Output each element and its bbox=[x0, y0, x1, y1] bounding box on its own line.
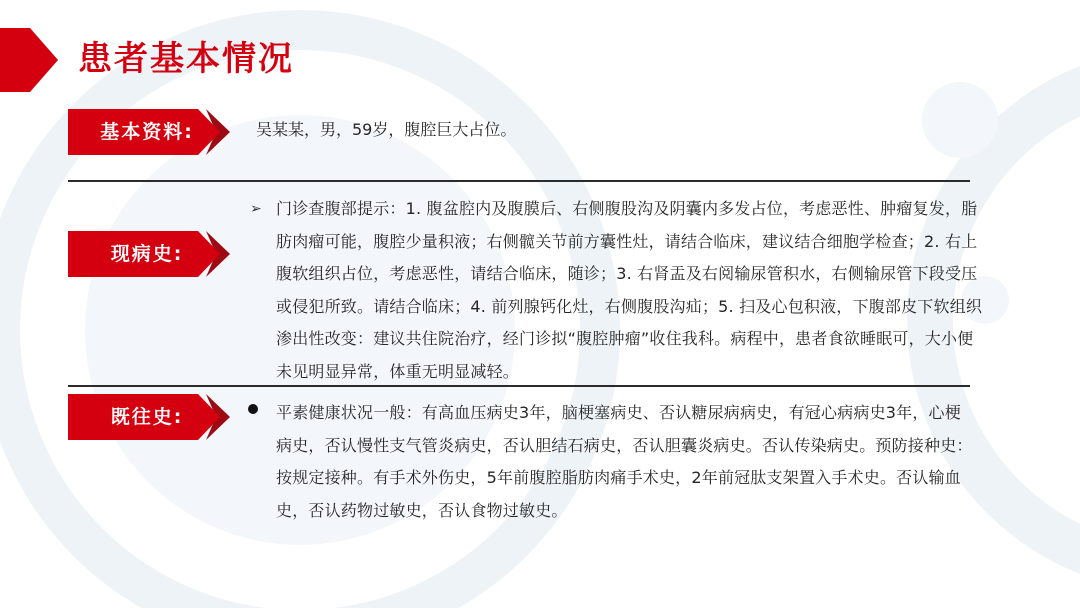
section-tag-basic-info bbox=[68, 109, 230, 155]
past-history-text: 平素健康状况一般：有高血压病史3年，脑梗塞病史、否认糖尿病病史，有冠心病病史3年，心梗病史，否认慢性支气管炎病史，否认胆结石病史，否认胆囊炎病史。否认传染病史。预防接种史：按规定接种。有手术外伤史，5年前腹腔脂肪肉痛手术史，2年前冠肽支架置入手术史。否认输血史，否认药物过敏史，否认食物过敏史。 bbox=[276, 403, 973, 520]
section-tag-label: 既往史: bbox=[110, 406, 184, 428]
section-tag-present-illness bbox=[68, 231, 230, 277]
basic-info-text: 吴某某，男，59岁，腹腔巨大占位。 bbox=[256, 120, 517, 139]
present-illness-text: 门诊查腹部提示：1. 腹盆腔内及腹膜后、右侧腹股沟及阴囊内多发占位，考虑恶性、肿瘤复发，脂肪肉瘤可能，腹腔少量积液；右侧髋关节前方囊性灶，请结合临床，建议结合细胞学检查；2. 右上腹软组织占位，考虑恶性，请结合临床，随诊；3. 右肾盂及右阅输尿管积水，右侧输尿管下段受压或侵犯所致。请结合临床；4. 前列腺钙化灶，右侧腹股沟疝；5. 扫及心包积液，下腹部皮下软组织渗出性改变：建议共住院治疗，经门诊拟“腹腔肿瘤”收住我科。病程中，患者食欲睡眠可，大小便未见明显异常，体重无明显减轻。 bbox=[276, 199, 983, 381]
section-tag-label: 基本资料: bbox=[100, 121, 194, 143]
section-tag-past-history bbox=[68, 394, 230, 440]
section-divider bbox=[68, 180, 970, 182]
page-title: 患者基本情况 bbox=[78, 39, 294, 79]
section-divider bbox=[68, 385, 970, 387]
arrowhead-bullet-icon: ➢ bbox=[250, 201, 262, 217]
title-arrow-icon bbox=[0, 28, 60, 92]
circle-bullet-icon bbox=[248, 404, 258, 414]
section-tag-label: 现病史: bbox=[110, 243, 184, 265]
